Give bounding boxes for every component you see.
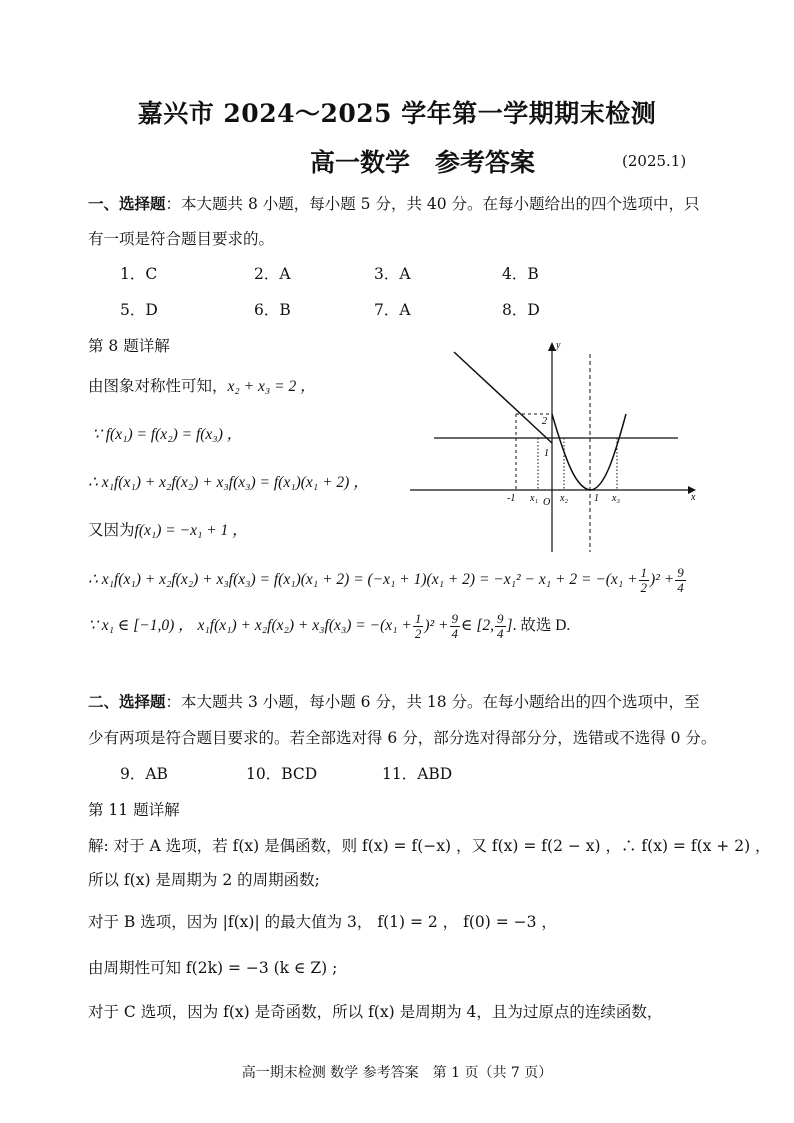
tick-label-x2: x₂ xyxy=(560,493,568,504)
q8-line5: ∴ x₁f(x₁) + x₂f(x₂) + x₃f(x₃) = f(x₁)(x₁ + 2) = (−x₁ + 1)(x₁ + 2) = −x₁² − x₁ + 2 = −(x₁ + $\frac{1}{2}$ )² + $\frac{9}{4}$ xyxy=(88,565,684,595)
x-axis-label: x xyxy=(691,492,696,503)
tick-label-1: 1 xyxy=(544,448,549,459)
q11-line2: 所以 f(x) 是周期为 2 的周期函数; xyxy=(88,871,320,889)
answer-4: 4．B xyxy=(502,265,539,283)
tick-label-1-x: 1 xyxy=(594,493,599,504)
answer-1: 1．C xyxy=(120,265,158,283)
section2-description-line2: 少有两项是符合题目要求的。若全部选对得 6 分，部分选对得部分分，选错或不选得 0 分。 xyxy=(88,729,717,747)
section2-description-line1: 二、选择题：本大题共 3 小题，每小题 6 分，共 18 分。在每小题给出的四个选项中，至 xyxy=(88,692,700,711)
y-axis-label: y xyxy=(556,340,561,351)
tick-label-2: 2 xyxy=(542,416,547,427)
left-branch-curve xyxy=(454,352,552,443)
origin-label: O xyxy=(543,497,551,508)
q8-heading: 第 8 题详解 xyxy=(88,337,170,355)
tick-label-x3: x₃ xyxy=(612,493,620,504)
section1-heading: 一、选择题 xyxy=(88,194,166,213)
tick-label-neg1: -1 xyxy=(507,493,516,504)
answer-10: 10．BCD xyxy=(246,765,318,783)
page-footer: 高一期末检测 数学 参考答案 第 1 页（共 7 页） xyxy=(241,1065,553,1081)
answer-7: 7．A xyxy=(374,301,411,319)
q11-line4: 由周期性可知 f(2k) = −3 (k ∈ Z) ; xyxy=(88,959,338,977)
section2-heading: 二、选择题 xyxy=(88,692,166,711)
answer-9: 9．AB xyxy=(120,765,168,783)
document-title: 嘉兴市 2024～2025 学年第一学期期末检测 xyxy=(137,99,657,128)
q11-heading: 第 11 题详解 xyxy=(88,801,180,819)
answer-2: 2．A xyxy=(254,265,291,283)
parabola-branch-curve xyxy=(552,414,626,490)
q8-function-graph xyxy=(404,338,704,560)
q8-line3: ∴ x₁f(x₁) + x₂f(x₂) + x₃f(x₃) = f(x₁)(x₁ + 2) ， xyxy=(88,474,369,491)
answer-6: 6．B xyxy=(254,301,291,319)
q11-line3: 对于 B 选项，因为 |f(x)| 的最大值为 3， f(1) = 2 ， f(0) = −3 ， xyxy=(88,913,557,931)
answer-11: 11．ABD xyxy=(382,765,453,783)
tick-label-x1: x₁ xyxy=(530,493,538,504)
q8-line4: 又因为f(x₁) = −x₁ + 1 ， xyxy=(88,521,248,539)
answer-8: 8．D xyxy=(502,301,540,319)
section1-description-line1: 一、选择题：本大题共 8 小题，每小题 5 分，共 40 分。在每小题给出的四个选项中，只 xyxy=(88,194,700,213)
document-subtitle: 高一数学 参考答案 xyxy=(310,148,536,177)
q8-line6: ∵ x₁ ∈ [−1,0) ， x₁f(x₁) + x₂f(x₂) + x₃f(x₃) = −(x₁ + $\frac{1}{2}$ )² + $\frac{9}{4}$ ∈ [2, $\frac{9}{4}$ ]. 故选 D. xyxy=(88,611,571,641)
answer-5: 5．D xyxy=(120,301,158,319)
q8-line1: 由图象对称性可知，x₂ + x₃ = 2 ， xyxy=(88,377,316,395)
document-date: (2025.1) xyxy=(622,152,687,170)
section1-description-line2: 有一项是符合题目要求的。 xyxy=(88,230,275,248)
y-axis-arrow-icon xyxy=(548,342,556,351)
answer-3: 3．A xyxy=(374,265,411,283)
q11-line1: 解: 对于 A 选项，若 f(x) 是偶函数，则 f(x) = f(−x) ，又 f(x) = f(2 − x) ，∴ f(x) = f(x + 2) ， xyxy=(88,837,771,855)
q8-line2: ∵ f(x₁) = f(x₂) = f(x₃) ， xyxy=(92,426,243,443)
q11-line5: 对于 C 选项，因为 f(x) 是奇函数，所以 f(x) 是周期为 4，且为过原点的连续函数， xyxy=(88,1003,663,1021)
